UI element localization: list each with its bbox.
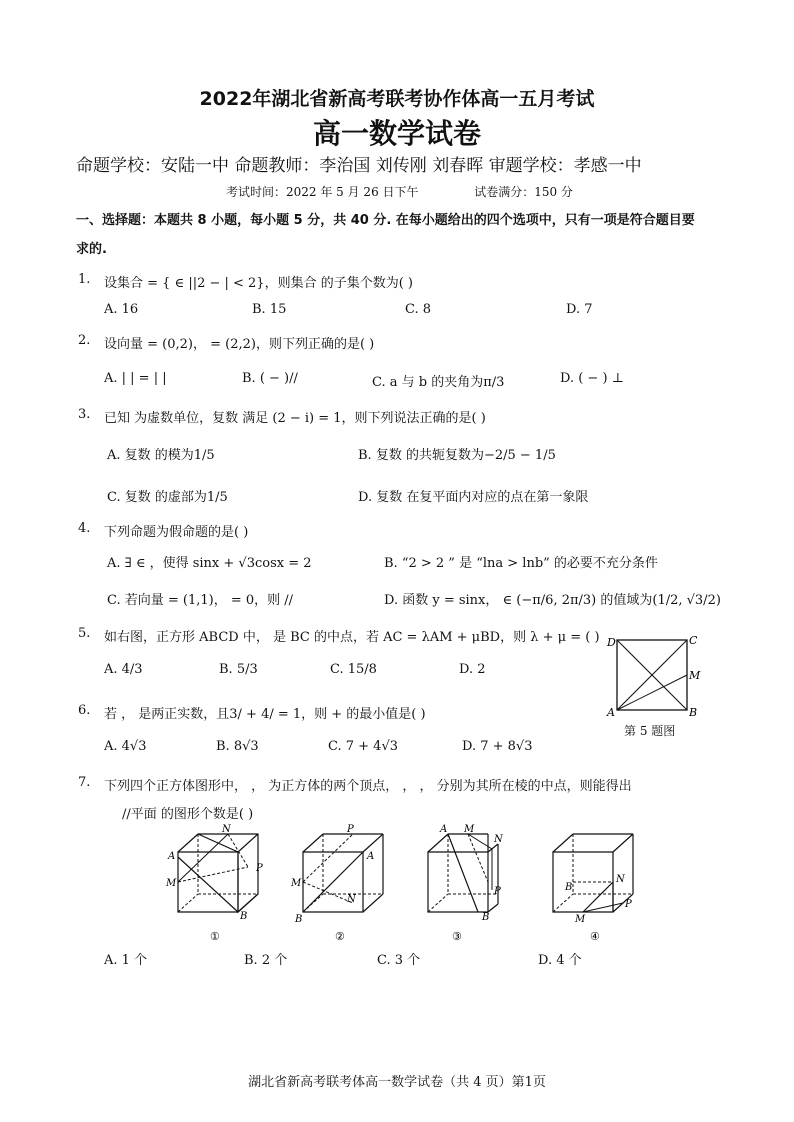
question-number: 1. — [78, 272, 91, 287]
question-text: 如右图，正方形 ABCD 中， 是 BC 的中点，若 AC = λAM + μBD，则 λ + μ = ( ) — [104, 630, 600, 645]
svg-text:B: B — [565, 882, 573, 893]
section-heading-line2: 求的. — [76, 242, 107, 257]
cube-figure-3 — [428, 824, 504, 943]
question-number: 2. — [78, 333, 91, 348]
question-number: 7. — [78, 775, 91, 790]
full-score: 试卷满分：150 分 — [474, 185, 573, 199]
figure-caption: 第 5 题图 — [624, 724, 676, 738]
option-b: B. 8√3 — [216, 739, 259, 754]
option-c: C. 15/8 — [330, 662, 377, 677]
question-text: 设集合 = { ∈ ||2 − | < 2}，则集合 的子集个数为( ) — [104, 276, 413, 291]
section-heading-line1: 一、选择题：本题共 8 小题，每小题 5 分，共 40 分. 在每小题给出的四个选项中，只有一项是符合题目要 — [76, 213, 695, 228]
svg-text:M: M — [575, 914, 586, 925]
option-a: A. 16 — [104, 302, 139, 317]
svg-text:M: M — [689, 669, 701, 682]
question-text: 下列命题为假命题的是( ) — [104, 525, 249, 540]
svg-text:A: A — [168, 851, 176, 862]
figure-label-3: ③ — [452, 930, 462, 943]
option-b: B. 5/3 — [219, 662, 258, 677]
svg-text:P: P — [256, 863, 263, 874]
svg-text:N: N — [222, 824, 231, 835]
exam-subtitle: 高一数学试卷 — [312, 117, 481, 150]
option-b: B. “2 > 2 ” 是 “lna > lnb” 的必要不充分条件 — [384, 556, 658, 571]
option-b: B. 2 个 — [244, 953, 288, 968]
option-d: D. 7 — [566, 302, 593, 317]
option-a: A. 4√3 — [104, 739, 147, 754]
question-number: 4. — [78, 521, 91, 536]
svg-text:B: B — [240, 911, 248, 922]
option-b: B. ( − )// — [242, 371, 298, 386]
svg-text:N: N — [616, 874, 625, 885]
option-d: D. 函数 y = sinx， ∈ (−π/6, 2π/3) 的值域为(1/2, √3/2) — [384, 593, 721, 608]
option-a: A. 1 个 — [104, 953, 148, 968]
exam-info — [226, 183, 573, 200]
svg-text:D: D — [607, 636, 616, 649]
svg-text:M: M — [291, 878, 302, 889]
option-c: C. 7 + 4√3 — [328, 739, 399, 754]
svg-text:M: M — [464, 824, 475, 835]
question-text: 已知 为虚数单位，复数 满足 (2 − i) = 1，则下列说法正确的是( ) — [104, 411, 486, 426]
option-d: D. 复数 在复平面内对应的点在第一象限 — [358, 490, 589, 505]
question-text: 设向量 = (0,2)， = (2,2)，则下列正确的是( ) — [104, 337, 375, 352]
option-a: A. 4/3 — [104, 662, 143, 677]
page-footer: 湖北省新高考联考体高一数学试卷（共 4 页）第1页 — [248, 1075, 546, 1090]
option-c: C. a 与 b 的夹角为π/3 — [372, 375, 505, 390]
option-c: C. 若向量 = (1,1)， = 0，则 // — [107, 593, 294, 608]
question-number: 6. — [78, 703, 91, 718]
svg-text:A: A — [367, 851, 375, 862]
figure-label-2: ② — [335, 930, 345, 943]
option-c: C. 3 个 — [377, 953, 421, 968]
svg-text:A: A — [607, 706, 615, 719]
cube-figure-4 — [553, 834, 633, 943]
option-c: C. 复数 的虚部为1/5 — [107, 490, 228, 505]
svg-text:B: B — [482, 912, 490, 923]
exam-time: 考试时间：2022 年 5 月 26 日下午 — [226, 185, 419, 199]
option-b: B. 15 — [252, 302, 287, 317]
question-number: 3. — [78, 407, 91, 422]
option-d: D. 4 个 — [538, 953, 582, 968]
figure-label-4: ④ — [590, 930, 600, 943]
svg-text:N: N — [347, 894, 356, 905]
cube-figures — [160, 822, 650, 947]
authors-line: 命题学校：安陆一中 命题教师：李治国 刘传刚 刘春晖 审题学校：孝感一中 — [76, 156, 642, 176]
exam-title: 2022年湖北省新高考联考协作体高一五月考试 — [199, 88, 595, 110]
svg-text:P: P — [625, 899, 632, 910]
option-a: A. 复数 的模为1/5 — [107, 448, 215, 463]
option-d: D. ( − ) ⊥ — [560, 371, 624, 386]
cube-figure-2 — [290, 824, 383, 943]
option-d: D. 7 + 8√3 — [462, 739, 533, 754]
svg-text:M: M — [166, 878, 177, 889]
option-a: A. | | = | | — [104, 371, 167, 386]
option-b: B. 复数 的共轭复数为−2/5 − 1/5 — [358, 448, 556, 463]
option-a: A. ∃ ∈ ，使得 sinx + √3cosx = 2 — [107, 556, 312, 571]
question-text: 若 ， 是两正实数，且3/ + 4/ = 1，则 + 的最小值是( ) — [104, 707, 426, 722]
option-d: D. 2 — [459, 662, 486, 677]
question-text: 下列四个正方体图形中， ， 为正方体的两个顶点， ， ， 分别为其所在棱的中点，则能得出 — [104, 779, 632, 794]
figure-label-1: ① — [210, 930, 220, 943]
svg-text:A: A — [440, 824, 448, 835]
svg-text:P: P — [494, 886, 501, 897]
option-c: C. 8 — [405, 302, 432, 317]
svg-text:B: B — [689, 706, 698, 719]
cube-figure-1 — [165, 824, 263, 943]
question-number: 5. — [78, 626, 91, 641]
svg-text:C: C — [689, 634, 698, 647]
svg-text:B: B — [295, 914, 303, 925]
svg-text:P: P — [347, 824, 354, 835]
svg-text:N: N — [494, 834, 503, 845]
question-text-line2: //平面 的图形个数是( ) — [122, 807, 254, 822]
